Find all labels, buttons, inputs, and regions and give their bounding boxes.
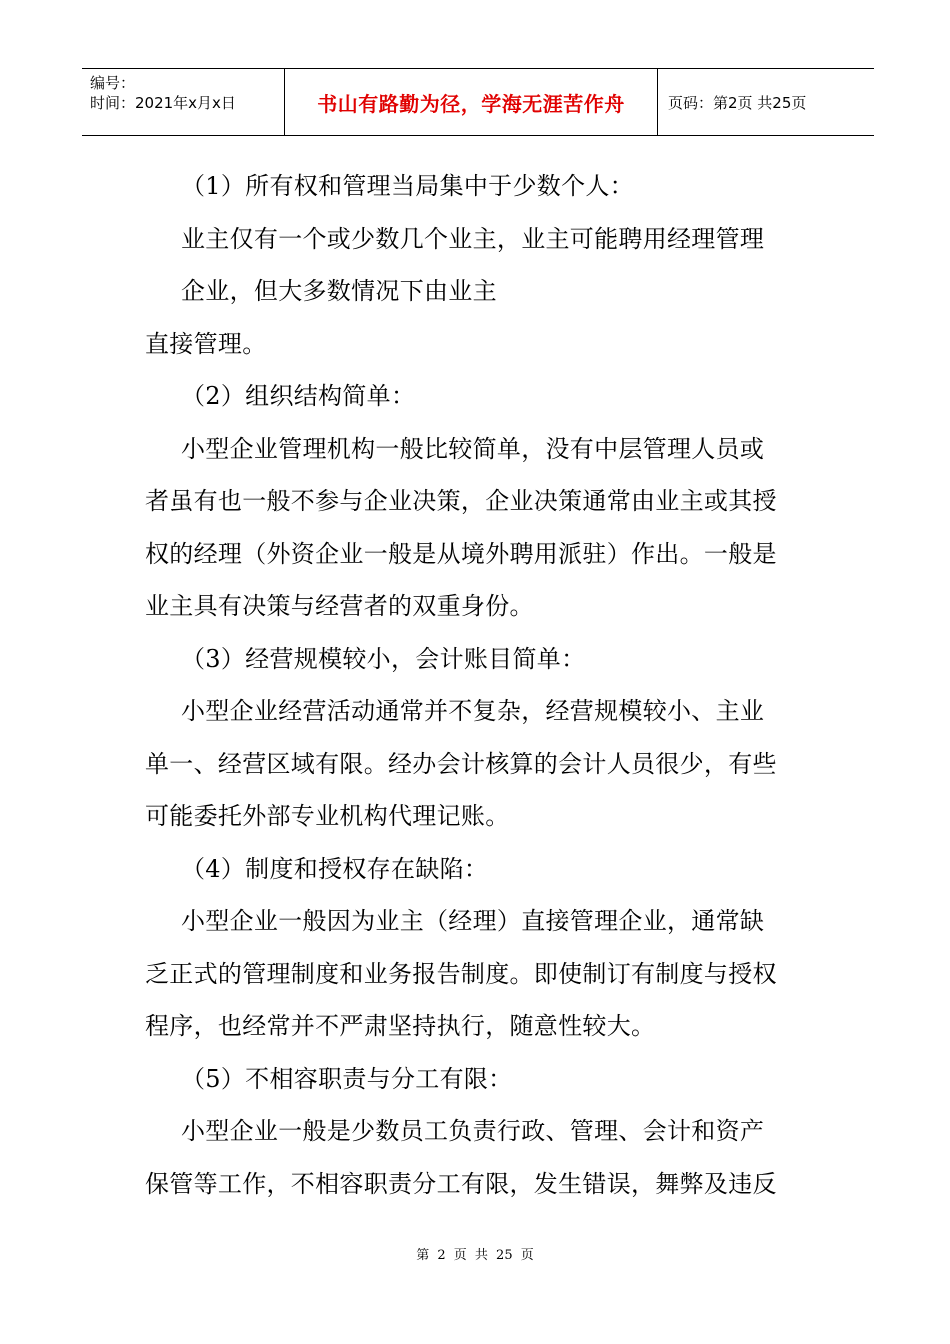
header-page-info: 页码：第2页 共25页 [668, 93, 807, 112]
paragraph-line: 权的经理（外资企业一般是从境外聘用派驻）作出。一般是 [145, 539, 777, 568]
page-header [82, 68, 874, 136]
paragraph-line: 小型企业管理机构一般比较简单，没有中层管理人员或 [181, 434, 765, 463]
paragraph-line: 可能委托外部专业机构代理记账。 [145, 802, 510, 830]
paragraph-line: 业主具有决策与经营者的双重身份。 [145, 592, 534, 620]
paragraph-heading-2: （2）组织结构简单： [181, 382, 416, 410]
paragraph-line: 单一、经营区域有限。经办会计核算的会计人员很少，有些 [145, 749, 777, 778]
paragraph-line: 乏正式的管理制度和业务报告制度。即使制订有制度与授权 [145, 959, 777, 988]
header-motto-cell [285, 69, 658, 135]
paragraph-line: 程序，也经常并不严肃坚持执行，随意性较大。 [145, 1012, 656, 1040]
paragraph-line: 企业，但大多数情况下由业主 [181, 277, 497, 305]
paragraph-line: 小型企业一般因为业主（经理）直接管理企业，通常缺 [181, 907, 765, 935]
time-label: 时间：2021年x月x日 [90, 94, 236, 112]
paragraph-heading-1: （1）所有权和管理当局集中于少数个人： [181, 172, 634, 200]
paragraph-line: 保管等工作，不相容职责分工有限，发生错误，舞弊及违反 [145, 1169, 777, 1198]
page-footer: 第 2 页 共 25 页 [416, 1248, 534, 1263]
motto-text: 书山有路勤为径，学海无涯苦作舟 [317, 91, 625, 116]
paragraph-line: 直接管理。 [145, 329, 267, 358]
document-body [145, 160, 817, 1210]
paragraph-line: 小型企业经营活动通常并不复杂，经营规模较小、主业 [181, 697, 765, 725]
paragraph-heading-4: （4）制度和授权存在缺陷： [181, 854, 489, 883]
header-meta [82, 69, 285, 135]
paragraph-line: 业主仅有一个或少数几个业主，业主可能聘用经理管理 [181, 224, 765, 253]
number-label: 编号： [90, 74, 136, 92]
paragraph-heading-5: （5）不相容职责与分工有限： [181, 1064, 513, 1093]
paragraph-line: 者虽有也一般不参与企业决策，企业决策通常由业主或其授 [145, 487, 777, 515]
paragraph-heading-3: （3）经营规模较小，会计账目简单： [181, 644, 586, 673]
paragraph-line: 小型企业一般是少数员工负责行政、管理、会计和资产 [181, 1117, 765, 1145]
